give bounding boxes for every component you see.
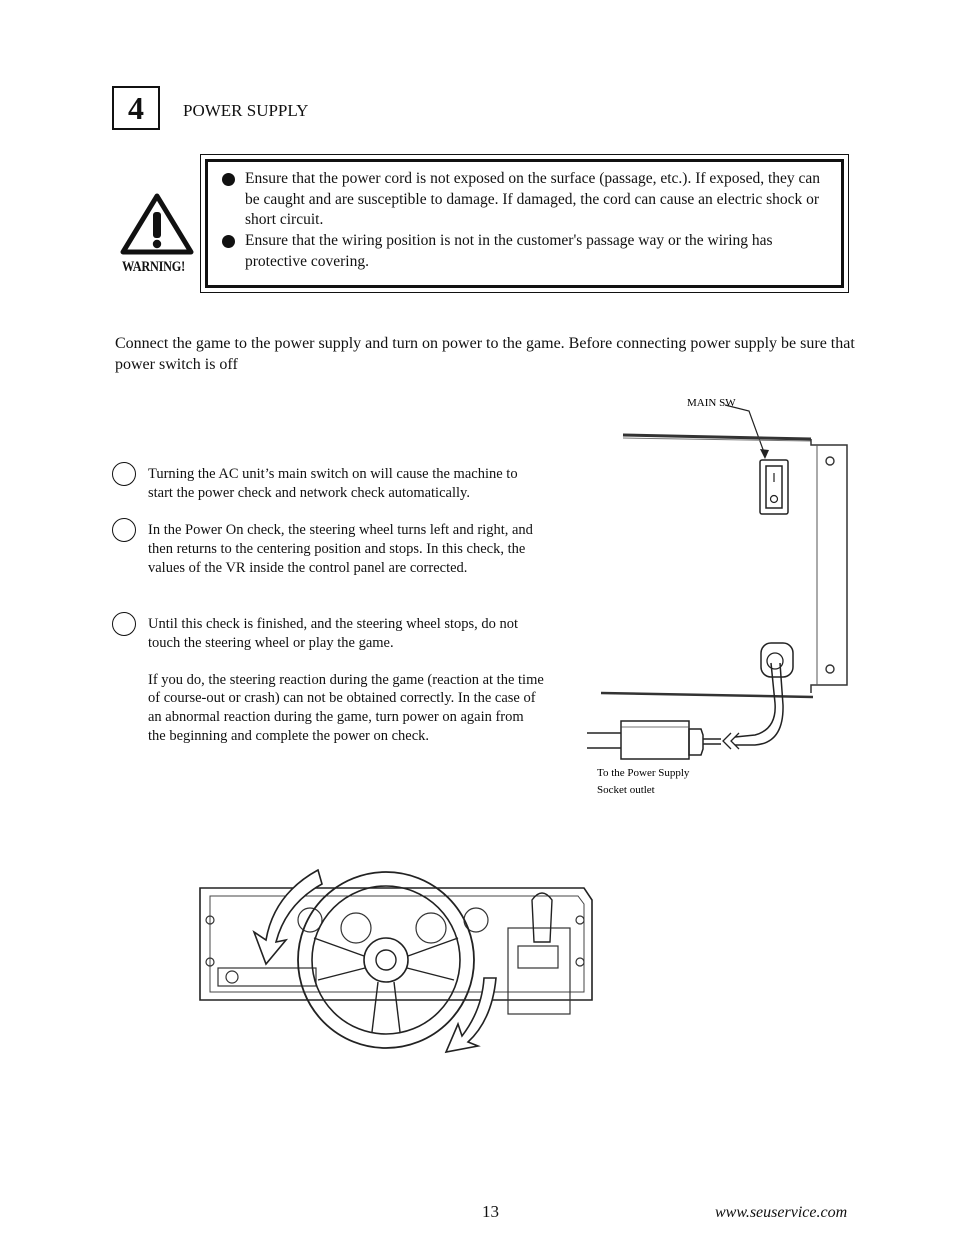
warning-bullet-1 [222,169,828,231]
section-title: POWER SUPPLY [183,101,309,120]
note-item-2 [112,521,544,577]
note-text: Until this check is finished, and the steering wheel stops, do not touch the steering wheel or play the game. [148,616,519,651]
steering-wheel-diagram [196,860,596,1055]
power-supply-label-line2: Socket outlet [597,784,655,796]
power-supply-label-line1: To the Power Supply [597,767,690,779]
note-text: In the Power On check, the steering wheel turns left and right, and then returns to the centering position and stops. In this check, the values of the VR inside the control panel are corrected. [148,522,533,576]
empty-circle-icon [112,612,136,636]
empty-circle-icon [112,462,136,486]
warning-label: WARNING! [122,259,185,275]
empty-circle-icon [112,518,136,542]
website-link[interactable]: www.seuservice.com [715,1204,848,1221]
warning-bullet-2 [222,231,828,272]
section-number-box [112,86,160,130]
section-number: 4 [128,89,144,126]
intro-paragraph: Connect the game to the power supply and turn on power to the game. Before connecting power supply be sure that power switch is off [115,335,855,373]
page-number: 13 [482,1202,499,1221]
bullet-dot-icon [222,173,235,186]
note-text: Turning the AC unit’s main switch on will cause the machine to start the power check and network check automatically. [148,466,518,501]
main-switch-diagram [585,393,855,803]
main-sw-label: MAIN SW [687,397,736,409]
warning-bullet-text: Ensure that the power cord is not exposed on the surface (passage, etc.). If exposed, they can be caught and are susceptible to damage. If damaged, the cord can cause an electric shock or short circuit. [245,170,821,228]
note-item-3 [112,615,544,746]
warning-bullet-text: Ensure that the wiring position is not in the customer's passage way or the wiring has protective covering. [245,232,773,270]
note-item-1 [112,465,544,503]
note-text-continued: If you do, the steering reaction during the game (reaction at the time of course-out or crash) can not be obtained correctly. In the case of an abnormal reaction during the game, turn power on again from the beginning and complete the power on check. [148,671,544,744]
bullet-dot-icon [222,235,235,248]
